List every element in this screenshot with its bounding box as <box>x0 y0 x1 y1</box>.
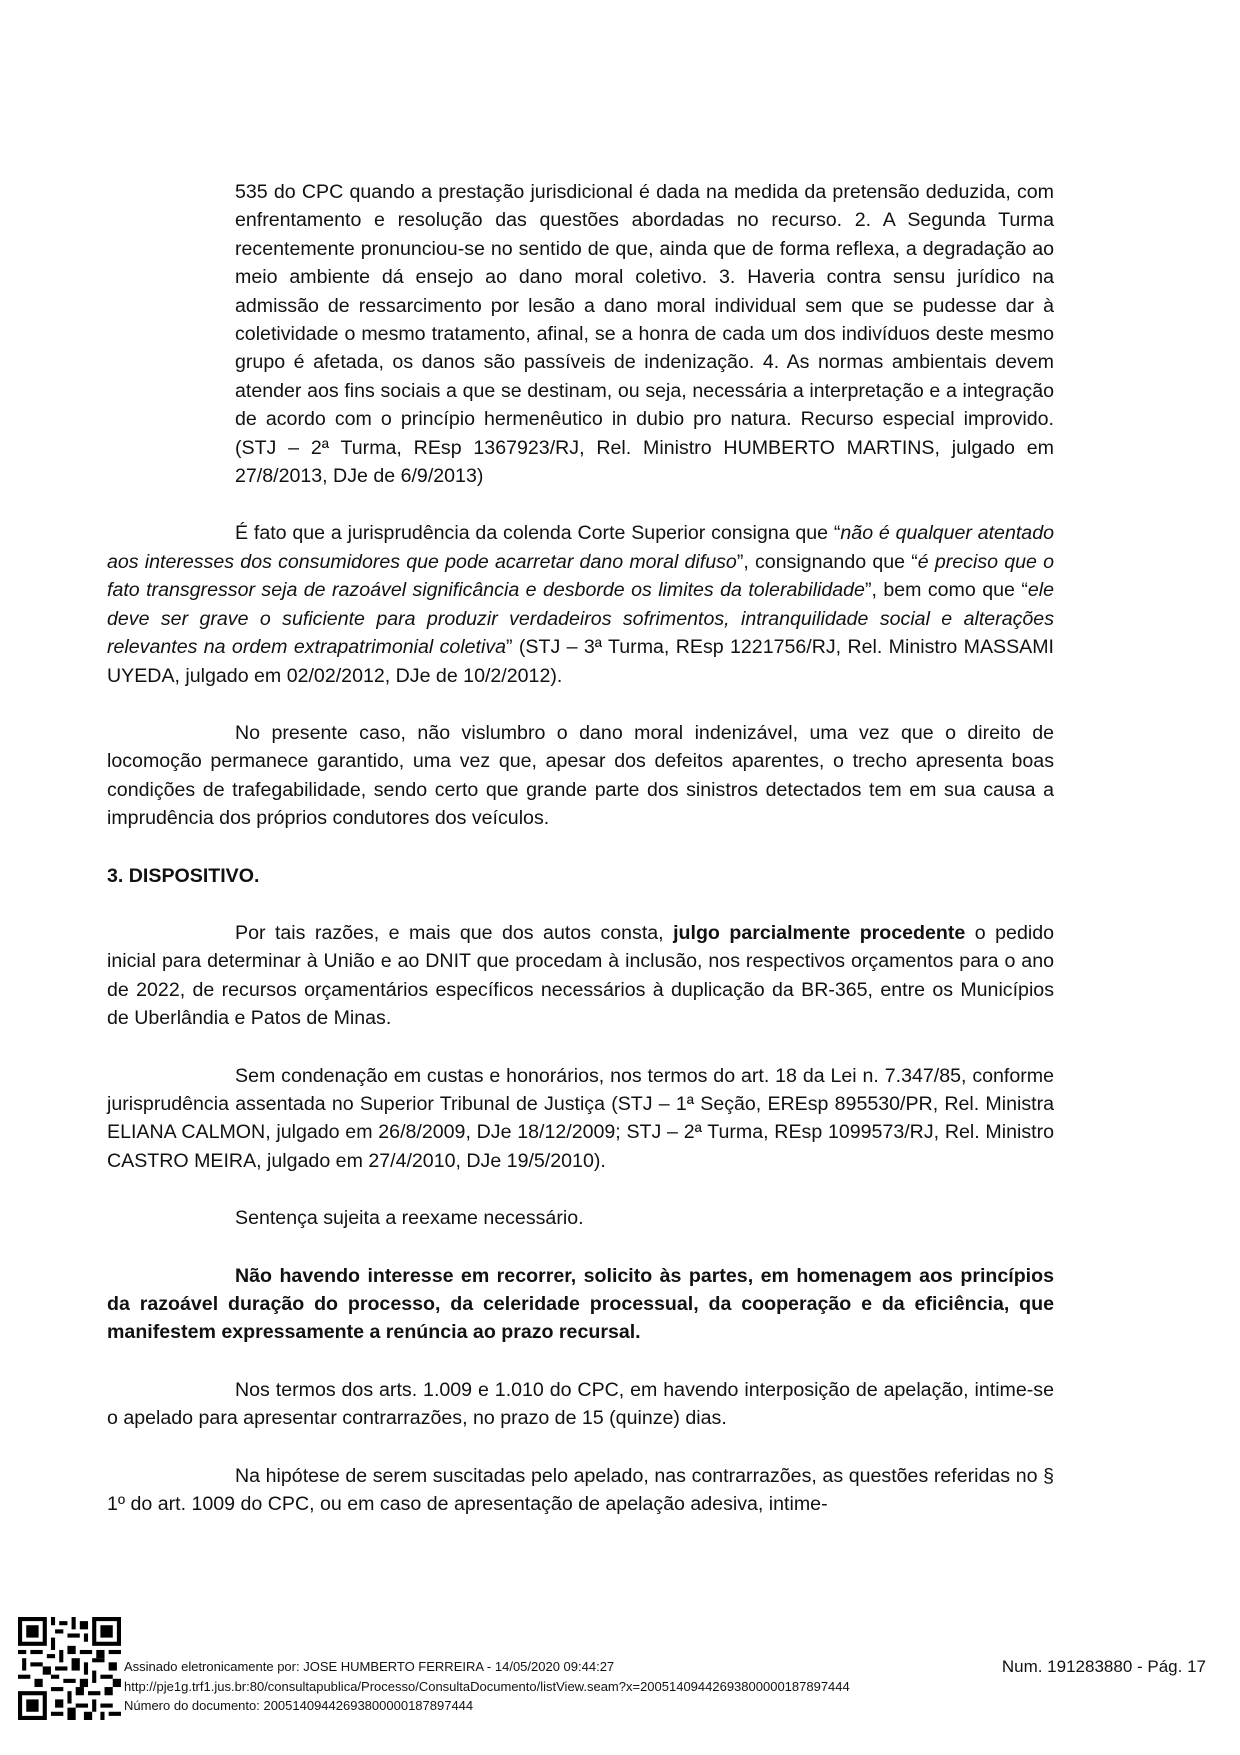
text-span: ”, consignando que “ <box>736 550 918 573</box>
quoted-jurisprudence: 535 do CPC quando a prestação jurisdicional é dada na medida da pretensão deduzida, com enfrentamento e resolução das questões abordadas no recurso. 2. A Segunda Turma recentemente pronunciou-se no sentido de que, ainda que de forma reflexa, a degradação ao meio ambiente dá ensejo ao dano moral coletivo. 3. Haveria contra sensu jurídico na admissão de ressarcimento por lesão a dano moral individual sem que se pudesse dar à coletividade o mesmo tratamento, afinal, se a honra de cada um dos indivíduos deste mesmo grupo é afetada, os danos são passíveis de indenização. 4. As normas ambientais devem atender aos fins sociais a que se destinam, ou seja, necessária a interpretação e a integração de acordo com o princípio hermenêutico in dubio pro natura. Recurso especial improvido. (STJ – 2ª Turma, REsp 1367923/RJ, Rel. Ministro HUMBERTO MARTINS, julgado em 27/8/2013, DJe de 6/9/2013) <box>235 181 1054 488</box>
paragraph-reexam: Sentença sujeita a reexame necessário. <box>235 1207 584 1230</box>
bold-ruling: julgo parcialmente procedente <box>673 921 966 944</box>
text-span: Por tais razões, e mais que dos autos consta, <box>235 921 674 944</box>
document-number: Número do documento: 20051409442693800000187897444 <box>124 1698 474 1713</box>
section-title: 3. DISPOSITIVO. <box>107 864 260 887</box>
document-url[interactable]: http://pje1g.trf1.jus.br:80/consultapublica/Processo/ConsultaDocumento/listView.seam?x=20051409442693800000187897444 <box>124 1678 850 1694</box>
italic-quote: não é qualquer atentado aos interesses dos consumidores que pode acarretar dano moral difuso <box>107 522 1054 573</box>
signature-footer <box>124 1657 850 1716</box>
paragraph-appeal: Nos termos dos arts. 1.009 e 1.010 do CPC, em havendo interposição de apelação, intime-se o apelado para apresentar contrarrazões, no prazo de 15 (quinze) dias. <box>107 1378 1054 1430</box>
italic-quote: é preciso que o fato transgressor seja de razoável significância e desborde os limites da tolerabilidade <box>107 550 1055 602</box>
signed-by: Assinado eletronicamente por: JOSE HUMBERTO FERREIRA - 14/05/2020 09:44:27 <box>124 1659 615 1674</box>
text-span: É fato que a jurisprudência da colenda Corte Superior consigna que “ <box>235 522 841 545</box>
italic-quote: ele deve ser grave o suficiente para produzir verdadeiros sofrimentos, intranquilidade social e alterações relevantes na ordem extrapatrimonial coletiva <box>107 579 1054 659</box>
paragraph-costs: Sem condenação em custas e honorários, nos termos do art. 18 da Lei n. 7.347/85, conforme jurisprudência assentada no Superior Tribunal de Justiça (STJ – 1ª Seção, EREsp 895530/PR, Rel. Ministra ELIANA CALMON, julgado em 26/8/2009, DJe 18/12/2009; STJ – 2ª Turma, REsp 1099573/RJ, Rel. Ministro CASTRO MEIRA, julgado em 27/4/2010, DJe 19/5/2010). <box>107 1064 1054 1172</box>
paragraph-cross-appeal: Na hipótese de serem suscitadas pelo apelado, nas contrarrazões, as questões referidas no § 1º do art. 1009 do CPC, ou em caso de apresentação de apelação adesiva, intime- <box>107 1464 1054 1516</box>
paragraph-present-case: No presente caso, não vislumbro o dano moral indenizável, uma vez que o direito de locomoção permanece garantido, uma vez que, apesar dos defeitos aparentes, o trecho apresenta boas condições de trafegabilidade, sendo certo que grande parte dos sinistros detectados tem em sua causa a imprudência dos próprios condutores dos veículos. <box>107 721 1054 830</box>
text-span: ” (STJ – 3ª Turma, REsp 1221756/RJ, Rel. Ministro MASSAMI UYEDA, julgado em 02/02/2012, DJe de 10/2/2012). <box>107 636 1054 687</box>
page-number: Num. 191283880 - Pág. 17 <box>1001 1657 1206 1676</box>
qr-code-icon <box>18 1617 121 1720</box>
paragraph-waiver-request: Não havendo interesse em recorrer, solicito às partes, em homenagem aos princípios da razoável duração do processo, da celeridade processual, da cooperação e da eficiência, que manifestem expressamente a renúncia ao prazo recursal. <box>107 1264 1054 1344</box>
text-span: ”, bem como que “ <box>864 579 1028 602</box>
paragraph-ruling <box>107 919 1054 1033</box>
paragraph-jurisprudence <box>107 519 1054 689</box>
text-span: o pedido inicial para determinar à União e ao DNIT que procedam à inclusão, nos respectivos orçamentos para o ano de 2022, de recursos orçamentários específicos necessários à duplicação da BR-365, entre os Municípios de Uberlândia e Patos de Minas. <box>107 921 1054 1030</box>
document-body <box>107 178 1054 1518</box>
